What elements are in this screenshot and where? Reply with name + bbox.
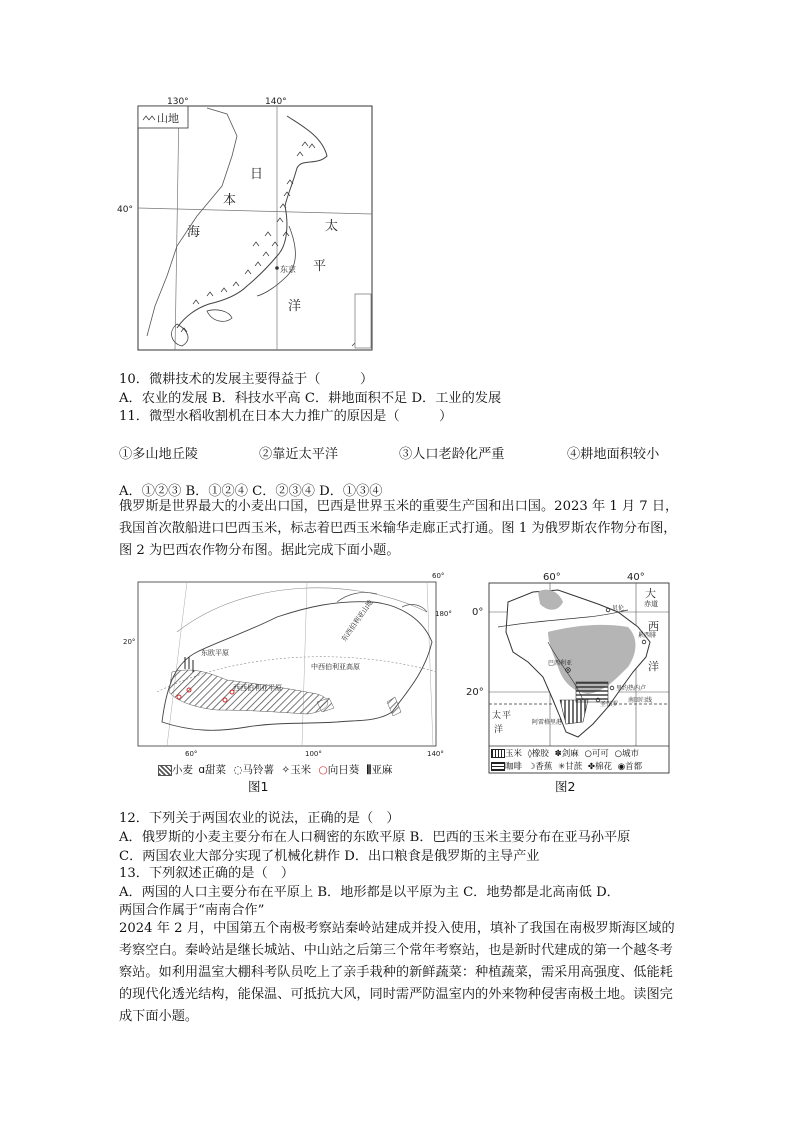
- sugarcane-legend-icon: ✳: [558, 762, 566, 772]
- coffee-legend-icon: [491, 762, 505, 771]
- corn-legend-icon: [491, 749, 505, 758]
- central-siberia-plateau-label: 中西伯利亚高原: [311, 663, 360, 671]
- br-legend-sugarcane: 甘蔗: [565, 762, 583, 772]
- sea-char-2: 本: [223, 193, 237, 208]
- q13-options-2: 两国合作属于“南南合作”: [119, 903, 265, 918]
- atlantic-char-3: 洋: [648, 660, 659, 673]
- q12-stem: 12．下列关于两国农业的说法，正确的是（ ）: [119, 811, 400, 826]
- legend-flax: 亚麻: [371, 764, 393, 776]
- legend-potato: 马铃薯: [242, 764, 275, 776]
- br-legend-rubber: 橡胶: [531, 749, 549, 759]
- brazil-crop-map: [466, 572, 670, 774]
- potato-legend-icon: ◌: [233, 764, 243, 776]
- pacific-char-1: 太: [492, 711, 502, 721]
- br-legend-banana: 香蕉: [535, 762, 553, 772]
- ocean-char-3: 洋: [288, 299, 302, 314]
- wheat-legend-icon: [158, 765, 172, 776]
- cotton-legend-icon: ✤: [587, 762, 596, 772]
- br-lat-20: 20°: [466, 687, 484, 698]
- tokyo-label: 东京: [280, 265, 296, 274]
- ocean-char-2: 平: [313, 259, 327, 274]
- tropic-label: 南回归线: [628, 697, 653, 704]
- br-lon-60: 60°: [543, 572, 561, 583]
- japan-map: [117, 96, 375, 354]
- corn-legend-icon: ✧: [281, 764, 291, 776]
- equator-label: 赤道: [644, 600, 658, 608]
- sea-char-3: 海: [187, 225, 201, 240]
- q13-stem: 13．下列叙述正确的是（ ）: [119, 866, 295, 881]
- russia-crop-map: [123, 572, 452, 772]
- br-legend-cotton: 棉花: [595, 762, 613, 772]
- legend-beet: 甜菜: [205, 764, 227, 776]
- q11-choice-4: ④耕地面积较小: [567, 447, 660, 462]
- russia-legend: [158, 762, 392, 777]
- capital-legend-icon: ◉: [617, 762, 626, 772]
- ru-lat-20: 20°: [123, 638, 136, 646]
- br-legend-corn: 玉米: [505, 749, 523, 759]
- q11-choice-3: ③人口老龄化严重: [399, 447, 505, 462]
- banana-legend-icon: ☽: [527, 762, 536, 772]
- east-europe-plain-label: 东欧平原: [201, 649, 229, 657]
- sunflower-legend-icon: ○: [318, 764, 328, 776]
- ru-lon-60: 60°: [432, 572, 445, 580]
- br-legend-coffee: 咖啡: [505, 762, 523, 772]
- br-legend-cocoa: 可可: [591, 749, 609, 759]
- q11-options: A．①②③ B．①②④ C．②③④ D．①③④: [119, 484, 383, 499]
- sisal-legend-icon: ✽: [554, 749, 562, 759]
- rubber-legend-icon: ◊: [527, 749, 532, 759]
- q13-options-1: A．两国的人口主要分布在平原上 B．地形都是以平原为主 C．地势都是北高南低 D．: [119, 885, 620, 900]
- lon-130-label: 130°: [167, 97, 189, 107]
- recife-label: 累西腓: [638, 632, 657, 639]
- ru-lon-60-bottom: 60°: [185, 750, 198, 758]
- fig2-caption: 图2: [555, 779, 576, 794]
- tokyo-city-icon: [275, 266, 279, 270]
- saopaulo-label: 圣保罗: [600, 701, 619, 708]
- rio-label: 里约热内卢: [616, 685, 647, 692]
- flax-legend-icon: ⫼: [366, 764, 372, 776]
- brazil-legend: [491, 748, 669, 774]
- ru-lon-100: 100°: [305, 750, 322, 758]
- lon-140-label: 140°: [265, 97, 287, 107]
- ocean-char-1: 太: [325, 219, 339, 234]
- q11-stem: 11．微型水稻收割机在日本大力推广的原因是（ ）: [119, 409, 453, 424]
- legend-wheat: 小麦: [172, 764, 193, 776]
- q11-choice-1: ①多山地丘陵: [119, 447, 199, 462]
- atlantic-char-1: 大: [645, 587, 656, 600]
- city-legend-icon: ○: [614, 749, 623, 759]
- legend-corn: 玉米: [290, 764, 312, 776]
- intro-russia-brazil: 俄罗斯是世界最大的小麦出口国，巴西是世界玉米的重要生产国和出口国。2023 年 1 月 7 日，我国首次散船进口巴西玉米，标志着巴西玉米输华走廊正式打通。图 1 为俄罗斯农作物分布图，图 2 为巴西农作物分布图。据此完成下面小题。: [119, 499, 679, 558]
- br-lat-0: 0°: [472, 607, 484, 618]
- legend-mountain-label: 山地: [157, 112, 179, 125]
- beet-legend-icon: ɑ: [198, 764, 206, 776]
- br-lon-40: 40°: [627, 572, 645, 583]
- ru-lon-140: 140°: [427, 750, 444, 758]
- pacific-char-2: 平: [502, 711, 512, 721]
- porto-alegre-label: 阿雷格里港: [532, 719, 563, 726]
- q12-options-1: A．俄罗斯的小麦主要分布在人口稠密的东欧平原 B．巴西的玉米主要分布在亚马孙平原: [119, 830, 631, 845]
- east-siberia-mountains-label: 东西伯利亚山地: [340, 598, 375, 644]
- cocoa-legend-icon: ○: [584, 749, 592, 759]
- sea-char-1: 日: [250, 167, 264, 182]
- pacific-char-3: 洋: [494, 725, 504, 735]
- ru-lon-180: 180°: [435, 610, 452, 618]
- lat-40-label: 40°: [117, 205, 133, 215]
- q10-options: A．农业的发展 B．科技水平高 C．耕地面积不足 D．工业的发展: [119, 391, 502, 406]
- intro-antarctic: 2024 年 2 月，中国第五个南极考察站秦岭站建成并投入使用，填补了我国在南极罗斯海区域的考察空白。秦岭站是继长城站、中山站之后第三个常年考察站，也是新时代建成的第一个越冬考察站。如利用温室大棚科考队员吃上了亲手栽种的新鲜蔬菜：种植蔬菜，需采用高强度、低能耗的现代化透光结构，能保温、可抵抗大风，同时需严防温室内的外来物种侵害南极土地。读图完成下面小题。: [119, 921, 675, 1024]
- br-legend-city: 城市: [622, 749, 640, 759]
- atlantic-char-2: 西: [648, 620, 659, 633]
- q10-stem: 10．微耕技术的发展主要得益于（ ）: [119, 372, 374, 387]
- belem-label: 贝伦: [612, 605, 625, 612]
- br-legend-sisal: 剑麻: [561, 749, 579, 759]
- q12-options-2: C．两国农业大部分实现了机械化耕作 D．出口粮食是俄罗斯的主导产业: [119, 849, 540, 864]
- west-siberia-plain-label: 西西伯利亚平原: [233, 684, 282, 692]
- legend-sunflower: 向日葵: [327, 764, 360, 776]
- fig1-caption: 图1: [248, 779, 269, 794]
- br-legend-capital: 首都: [625, 762, 643, 772]
- brasilia-label: 巴西利亚: [548, 660, 573, 667]
- q11-choice-2: ②靠近太平洋: [259, 447, 339, 462]
